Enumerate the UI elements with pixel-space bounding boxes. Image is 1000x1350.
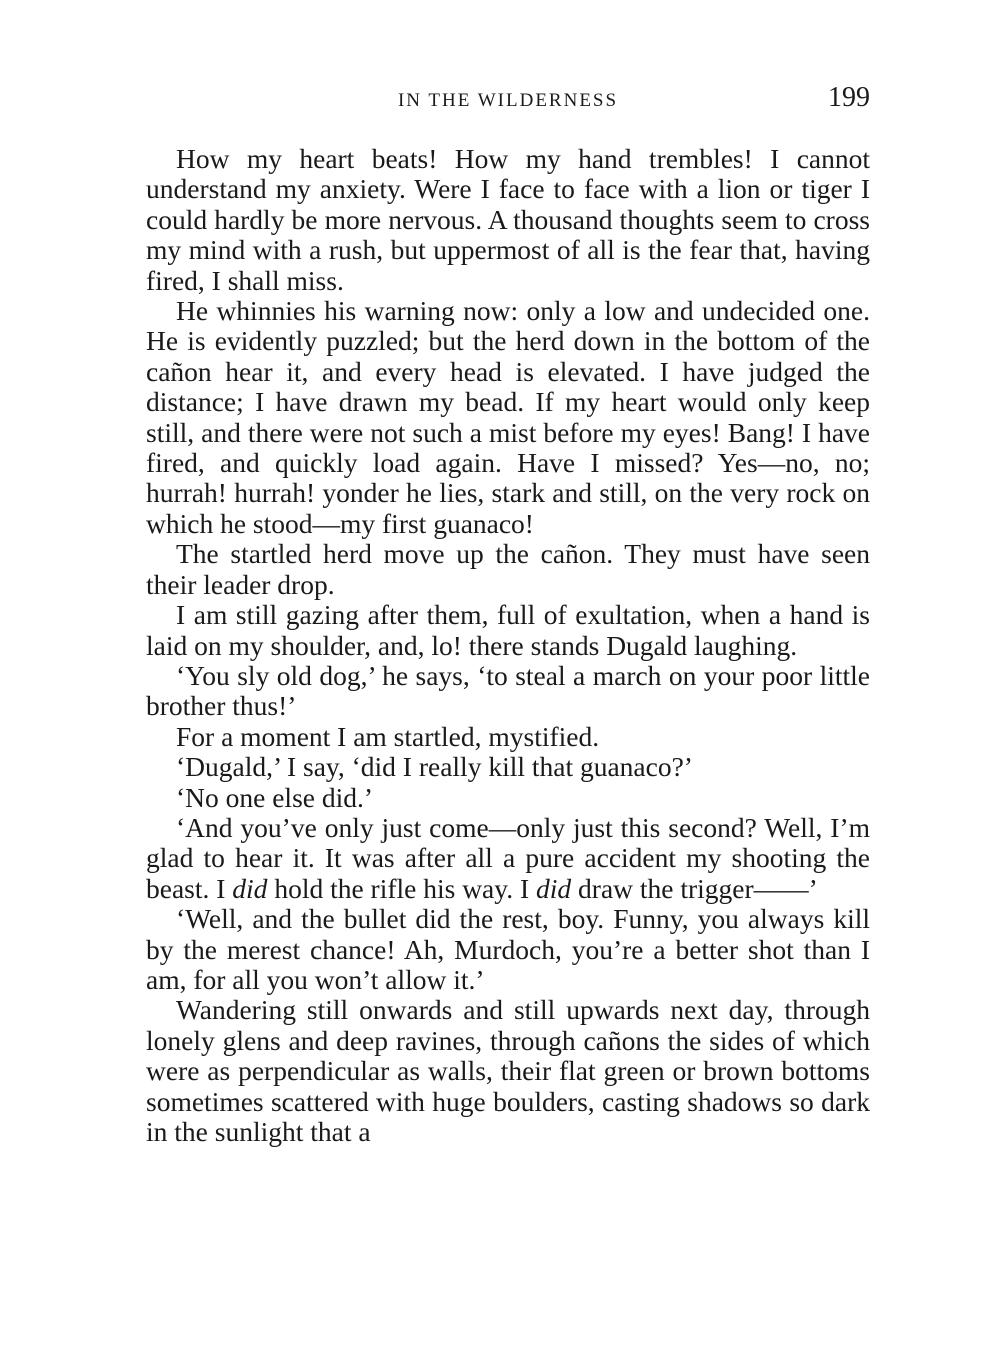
page-number: 199 (828, 82, 870, 113)
running-title: IN THE WILDERNESS (397, 90, 619, 111)
emphasis-text: did (536, 872, 572, 904)
paragraph-text: draw the trigger——’ (571, 872, 818, 904)
paragraph-text: ‘And you’ve only just come—only just this second? Well, I’m glad to hear it. It was after all a pure accident my shooting the beast. I (146, 811, 870, 904)
book-page (146, 82, 870, 1147)
paragraph: ‘No one else did.’ (176, 781, 374, 813)
emphasis-text: did (232, 872, 268, 904)
paragraph: How my heart beats! How my hand trembles! I cannot understand my anxiety. Were I face to face with a lion or tiger I could hardly be more nervous. A thousand thoughts seem to cross my mind with a rush, but uppermost of all is the fear that, having fired, I shall miss. (146, 143, 870, 296)
paragraph: For a moment I am startled, mystified. (176, 720, 600, 752)
paragraph: ‘You sly old dog,’ he says, ‘to steal a march on your poor little brother thus!’ (146, 659, 870, 722)
paragraph: I am still gazing after them, full of exultation, when a hand is laid on my shoulder, and, lo! there stands Dugald laughing. (146, 599, 870, 661)
paragraph: ‘Well, and the bullet did the rest, boy. Funny, you always kill by the merest chance! Ah, Murdoch, you’re a better shot than I am, for all you won’t allow it.’ (146, 903, 870, 995)
paragraph: He whinnies his warning now: only a low and undecided one. He is evidently puzzled; but the herd down in the bottom of the cañon hear it, and every head is elevated. I have judged the distance; I have drawn my bead. If my heart would only keep still, and there were not such a mist before my eyes! Bang! I have fired, and quickly load again. Have I missed? Yes—no, no; hurrah! hurrah! yonder he lies, stark and still, on the very rock on which he stood—my first guanaco! (146, 295, 870, 539)
paragraph: The startled herd move up the cañon. They must have seen their leader drop. (146, 538, 870, 600)
running-header (146, 82, 870, 122)
paragraph-text: hold the rifle his way. I (267, 872, 537, 904)
body-text (146, 144, 870, 1147)
paragraph (146, 813, 870, 904)
paragraph: Wandering still onwards and still upwards next day, through lonely glens and deep ravines, through cañons the sides of which were as perpendicular as walls, their flat green or brown bottoms sometimes scattered with huge boulders, casting shadows so dark in the sunlight that a (146, 994, 870, 1147)
paragraph: ‘Dugald,’ I say, ‘did I really kill that guanaco?’ (176, 751, 693, 783)
